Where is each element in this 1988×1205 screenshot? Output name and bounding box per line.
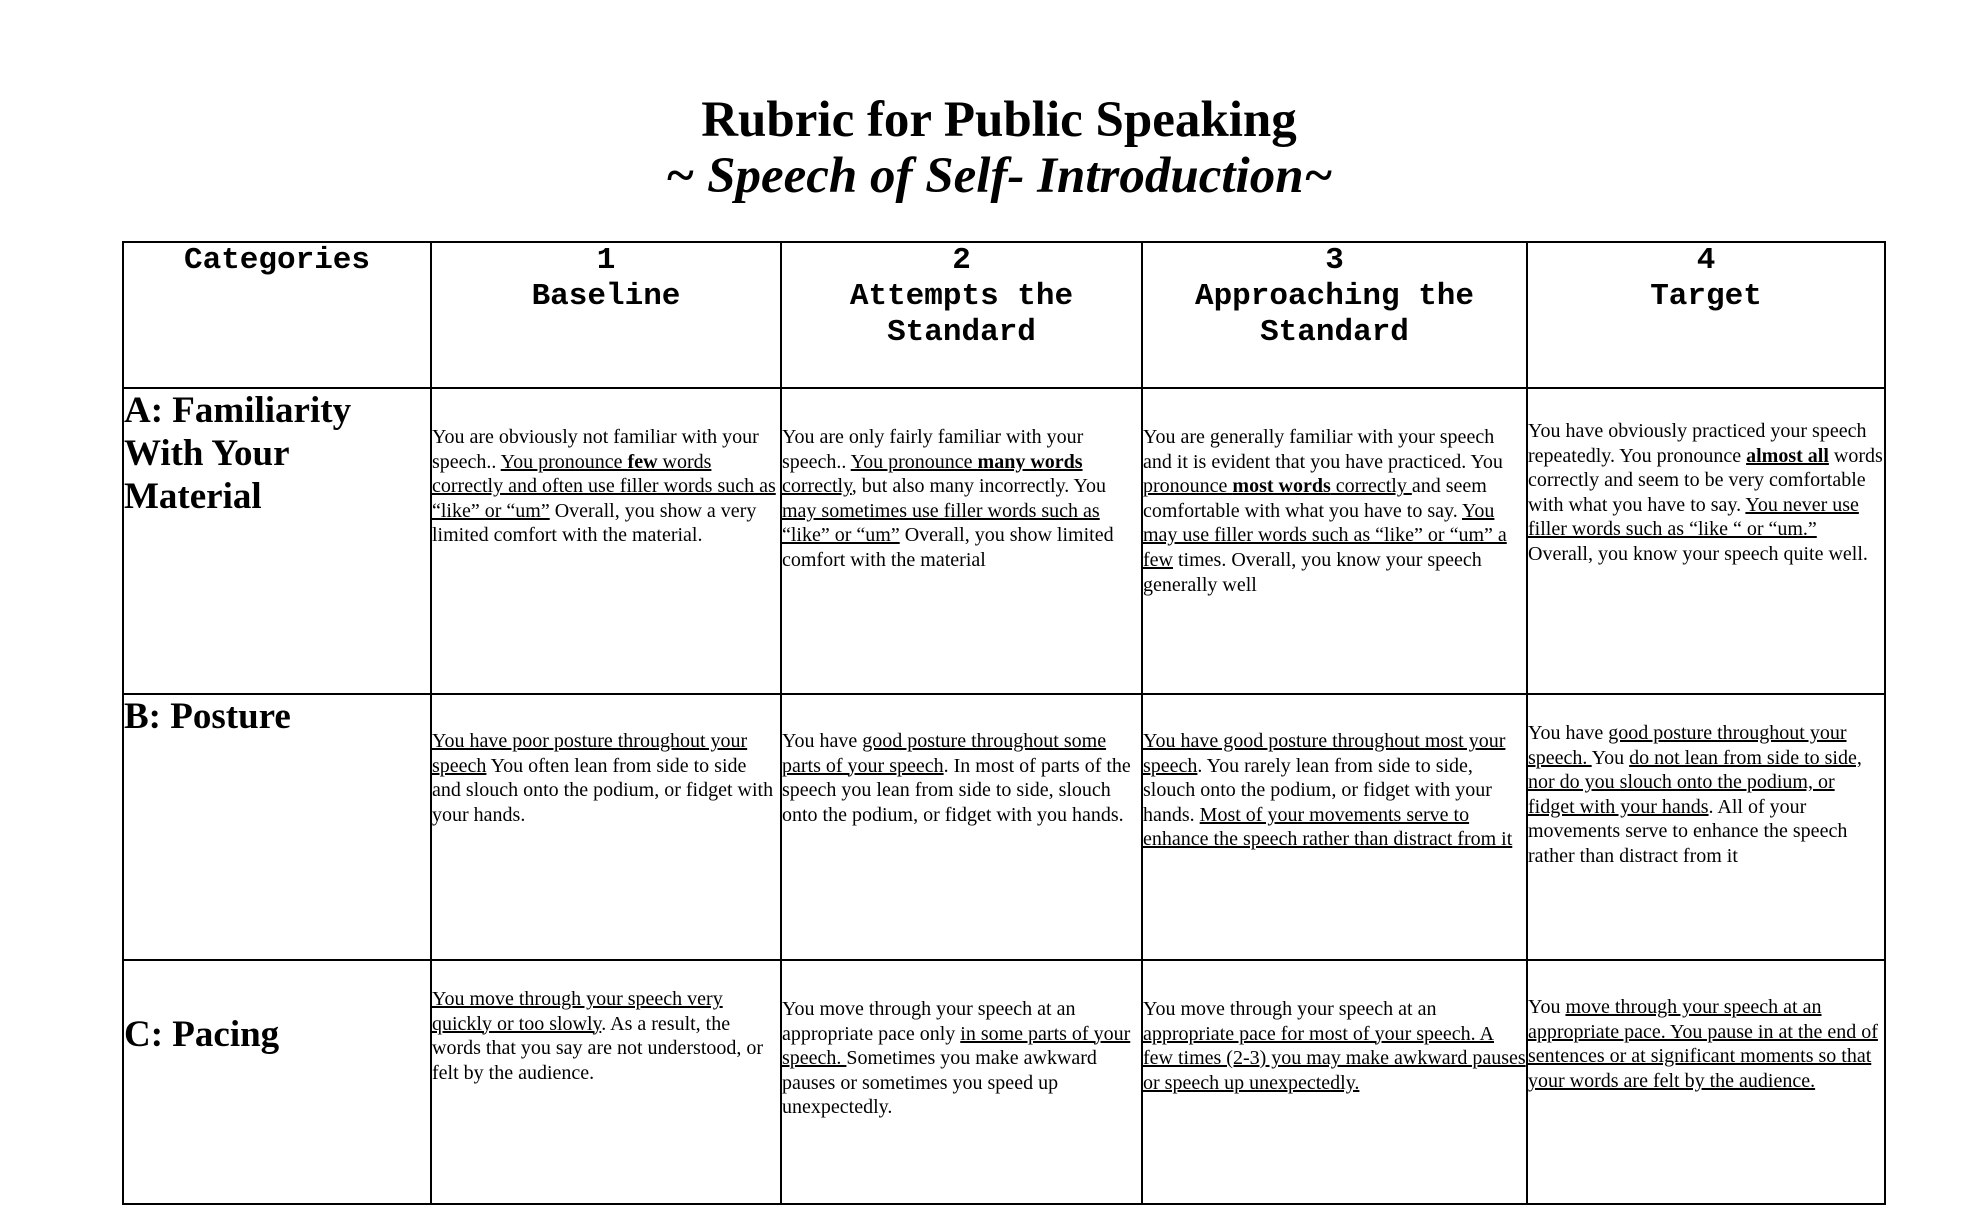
- rubric-row-pacing: [123, 960, 1885, 1204]
- rubric-row-familiarity: [123, 388, 1885, 694]
- category-pacing: C: Pacing: [123, 960, 431, 1204]
- cell-a-level-1: You are obviously not familiar with your speech.. You pronounce few words correctly and often use filler words such as “like” or “um” Overall, you show a very limited comfort with the material.: [431, 388, 781, 694]
- level-name: Standard: [1260, 315, 1409, 350]
- category-familiarity: A: Familiarity With Your Material: [123, 388, 431, 694]
- cell-a-level-3: You are generally familiar with your speech and it is evident that you have practiced. You pronounce most words correctly and seem comfortable with what you have to say. You may use filler words such as “like” or “um” a few times. Overall, you know your speech generally well: [1142, 388, 1527, 694]
- header-level-4: [1527, 242, 1885, 388]
- rubric-row-posture: [123, 694, 1885, 960]
- level-number: 4: [1696, 243, 1716, 278]
- level-name: Standard: [887, 315, 1036, 350]
- category-posture: B: Posture: [123, 694, 431, 960]
- level-name: Baseline: [531, 279, 681, 314]
- level-number: 3: [1325, 243, 1344, 278]
- header-level-1: [431, 242, 781, 388]
- cell-a-level-2: You are only fairly familiar with your speech.. You pronounce many words correctly, but also many incorrectly. You may sometimes use filler words such as “like” or “um” Overall, you show limited comfort with the material: [781, 388, 1142, 694]
- cell-b-level-1: You have poor posture throughout your speech You often lean from side to side and slouch onto the podium, or fidget with your hands.: [431, 694, 781, 960]
- header-level-2: [781, 242, 1142, 388]
- cell-b-level-4: You have good posture throughout your speech. You do not lean from side to side, nor do you slouch onto the podium, or fidget with your hands. All of your movements serve to enhance the speech rather than distract from it: [1527, 694, 1885, 960]
- header-level-3: [1142, 242, 1527, 388]
- header-row: [123, 242, 1885, 388]
- level-number: 1: [596, 243, 616, 278]
- level-name: Attempts the: [849, 279, 1074, 314]
- cell-a-level-4: You have obviously practiced your speech repeatedly. You pronounce almost all words correctly and seem to be very comfortable with what you have to say. You never use filler words such as “like “ or “um.” Overall, you know your speech quite well.: [1527, 388, 1885, 694]
- cell-b-level-3: You have good posture throughout most your speech. You rarely lean from side to side, slouch onto the podium, or fidget with your hands. Most of your movements serve to enhance the speech rather than distract from it: [1142, 694, 1527, 960]
- cell-c-level-4: You move through your speech at an appropriate pace. You pause in at the end of sentences or at significant moments so that your words are felt by the audience.: [1527, 960, 1885, 1204]
- level-name: Target: [1650, 279, 1762, 314]
- level-number: 2: [952, 243, 971, 278]
- page-subtitle: ~ Speech of Self- Introduction~: [665, 148, 1333, 204]
- cell-b-level-2: You have good posture throughout some parts of your speech. In most of parts of the speech you lean from side to side, slouch onto the podium, or fidget with you hands.: [781, 694, 1142, 960]
- level-name: Approaching the: [1194, 279, 1475, 314]
- page-title: Rubric for Public Speaking: [701, 92, 1297, 148]
- rubric-table: [122, 241, 1886, 1205]
- cell-c-level-1: You move through your speech very quickly or too slowly. As a result, the words that you say are not understood, or felt by the audience.: [431, 960, 781, 1204]
- header-categories: Categories: [123, 242, 431, 388]
- cell-c-level-3: You move through your speech at an appropriate pace for most of your speech. A few times (2-3) you may make awkward pauses or speech up unexpectedly.: [1142, 960, 1527, 1204]
- cell-c-level-2: You move through your speech at an appropriate pace only in some parts of your speech. Sometimes you make awkward pauses or sometimes you speed up unexpectedly.: [781, 960, 1142, 1204]
